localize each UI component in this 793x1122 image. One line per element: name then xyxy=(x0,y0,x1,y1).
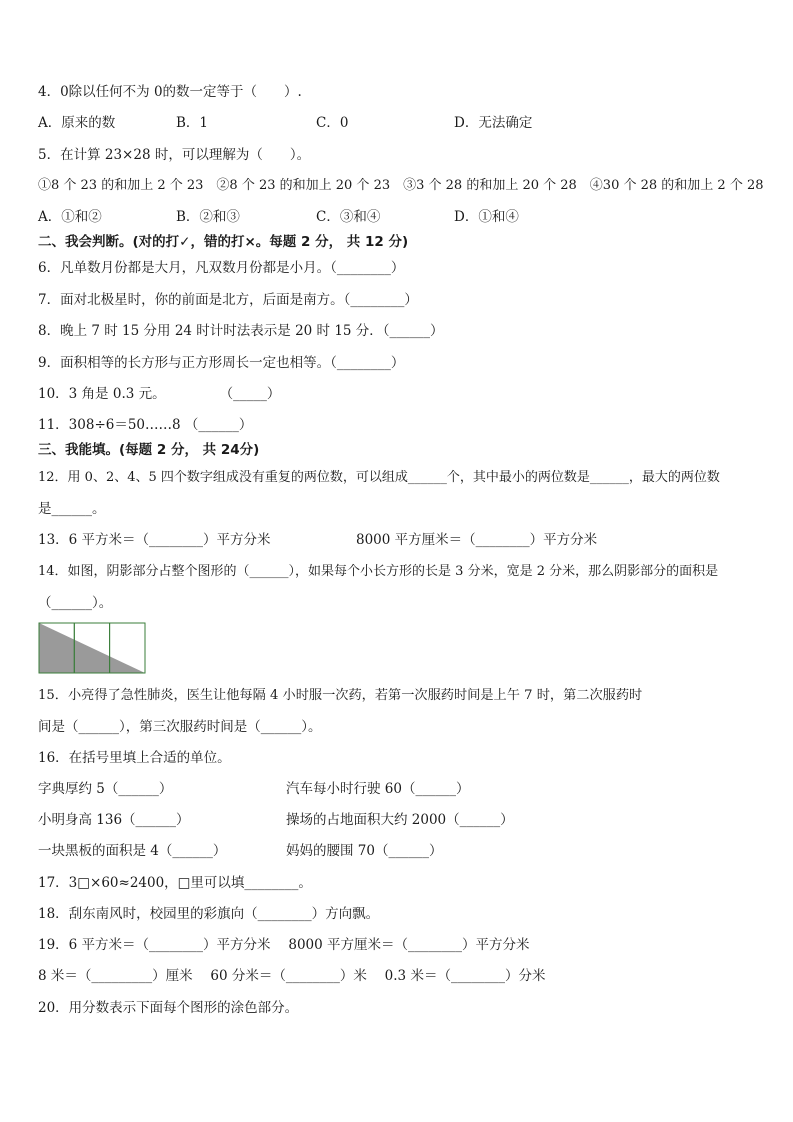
question-6: 6．凡单数月份都是大月，凡双数月份都是小月。（________） xyxy=(38,260,405,276)
section-2-title: 二、我会判断。(对的打✓，错的打×。每题 2 分， 共 12 分) xyxy=(38,234,409,250)
question-20: 20．用分数表示下面每个图形的涂色部分。 xyxy=(38,1000,299,1016)
question-17: 17．3□×60≈2400，□里可以填________。 xyxy=(38,875,312,891)
q5-option-a: A．①和② xyxy=(38,209,102,225)
q5-option-b: B．②和③ xyxy=(176,209,240,225)
question-14-line2: （______）。 xyxy=(38,595,113,611)
question-8: 8．晚上 7 时 15 分用 24 时计时法表示是 20 时 15 分．（______） xyxy=(38,323,444,339)
q16-item-3: 小明身高 136（______） xyxy=(38,812,190,828)
question-12-line2: 是______。 xyxy=(38,501,106,517)
question-19-line2: 8 米＝（_________）厘米 60 分米＝（________）米 0.3 米＝（________）分米 xyxy=(38,968,546,984)
question-16-stem: 16．在括号里填上合适的单位。 xyxy=(38,750,231,766)
question-12-line1: 12．用 0、2、4、5 四个数字组成没有重复的两位数，可以组成______个，其中最小的两位数是______，最大的两位数 xyxy=(38,470,720,485)
question-5-choices: ①8 个 23 的和加上 2 个 23 ②8 个 23 的和加上 20 个 23 ③3 个 28 的和加上 20 个 28 ④30 个 28 的和加上 2 个 28 xyxy=(38,178,764,193)
q16-item-4: 操场的占地面积大约 2000（______） xyxy=(286,812,514,828)
q16-item-2: 汽车每小时行驶 60（______） xyxy=(286,781,470,797)
question-19-line1: 19．6 平方米＝（________）平方分米 8000 平方厘米＝（________）平方分米 xyxy=(38,937,530,953)
q5-option-c: C．③和④ xyxy=(316,209,381,225)
question-9: 9．面积相等的长方形与正方形周长一定也相等。（________） xyxy=(38,355,405,371)
q16-item-1: 字典厚约 5（______） xyxy=(38,781,173,797)
question-13b: 8000 平方厘米＝（________）平方分米 xyxy=(356,532,598,548)
question-15-line1: 15．小亮得了急性肺炎，医生让他每隔 4 小时服一次药，若第一次服药时间是上午 7 时，第二次服药时 xyxy=(38,688,643,703)
question-13a: 13．6 平方米＝（________）平方分米 xyxy=(38,532,271,548)
q4-option-d: D．无法确定 xyxy=(454,115,533,131)
q5-option-d: D．①和④ xyxy=(454,209,519,225)
question-15-line2: 间是（______），第三次服药时间是（______）。 xyxy=(38,719,322,735)
question-4-stem: 4．0除以任何不为 0的数一定等于（ ）. xyxy=(38,84,302,100)
question-10: 10．3 角是 0.3 元。 （_____） xyxy=(38,386,281,402)
q4-option-b: B．1 xyxy=(176,115,209,131)
shaded-triangle xyxy=(39,623,145,673)
section-3-title: 三、我能填。(每题 2 分， 共 24分) xyxy=(38,442,260,458)
question-5-stem: 5．在计算 23×28 时，可以理解为（ ）。 xyxy=(38,147,311,163)
question-14-line1: 14．如图，阴影部分占整个图形的（______），如果每个小长方形的长是 3 分米，宽是 2 分米，那么阴影部分的面积是 xyxy=(38,564,719,579)
q4-option-a: A．原来的数 xyxy=(38,115,116,131)
q16-item-5: 一块黑板的面积是 4（______） xyxy=(38,843,227,859)
question-11: 11．308÷6＝50……8 （______） xyxy=(38,417,253,433)
q14-shaded-rectangles-figure xyxy=(38,622,148,674)
question-7: 7．面对北极星时，你的前面是北方，后面是南方。（________） xyxy=(38,292,418,308)
q4-option-c: C．0 xyxy=(316,115,349,131)
question-18: 18．刮东南风时，校园里的彩旗向（________）方向飘。 xyxy=(38,906,380,922)
q16-item-6: 妈妈的腰围 70（______） xyxy=(286,843,443,859)
